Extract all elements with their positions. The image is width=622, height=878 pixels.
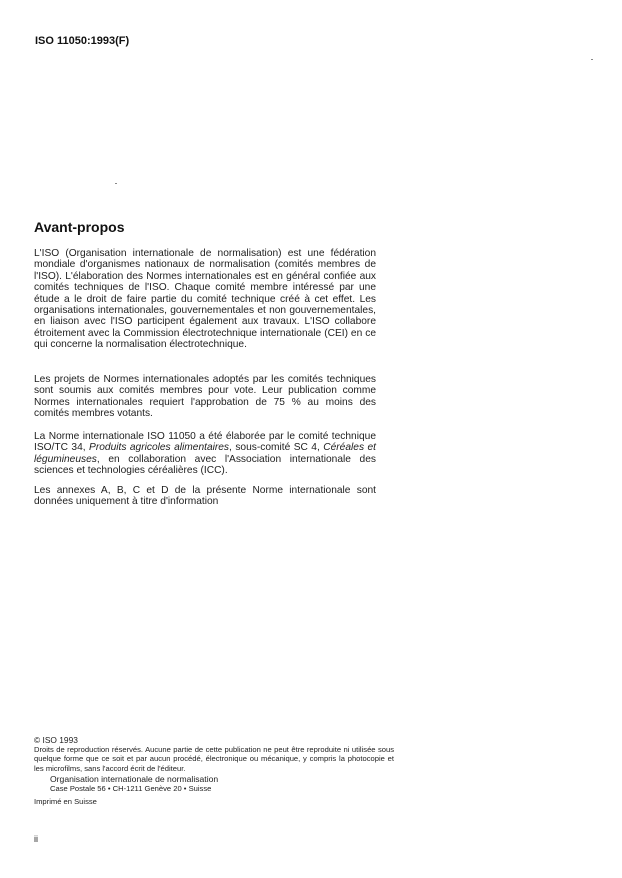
printed-in: Imprimé en Suisse [34,796,97,806]
rights-notice: Droits de reproduction réservés. Aucune partie de cette publication ne peut être reproduite ni utilisée sous quelque forme que ce soit et par aucun procédé, électronique ou mécanique, y compris la photocopie et les microfilms, sans l'accord écrit de l'éditeur. [34,745,394,773]
document-id-header: ISO 11050:1993(F) [35,35,130,47]
paragraph-annexes: Les annexes A, B, C et D de la présente Norme internationale sont données uniquement à titre d'information [34,485,376,508]
copyright-line: © ISO 1993 [34,735,78,745]
paragraph-standard-preparation [34,431,376,477]
paragraph-draft-standards: Les projets de Normes internationales adoptés par les comités techniques sont soumis aux comités membres pour vote. Leur publication comme Normes internationales requiert l'approbation de 75 % au moins des comités membres votants. [34,374,376,420]
text-segment: , en collaboration avec l'Association internationale des sciences et technologies céréalières (ICC). [34,453,376,477]
organisation-address: Case Postale 56 • CH-1211 Genève 20 • Suisse [50,783,212,793]
organisation-name: Organisation internationale de normalisation [50,773,219,784]
subcommittee-title-italic: Céréales et légumineuses [34,442,376,465]
text-segment: La Norme internationale ISO 11050 a été élaborée par le comité technique ISO/TC 34, [34,431,376,454]
committee-title-italic: Produits agricoles alimentaires [89,442,230,454]
scan-artifact [591,59,593,60]
text-segment: , sous-comité SC 4, [229,442,324,454]
scan-artifact [115,183,117,184]
paragraph-iso-description: L'ISO (Organisation internationale de normalisation) est une fédération mondiale d'organismes nationaux de normalisation (comités membres de l'ISO). L'élaboration des Normes internationales est en général confiée aux comités techniques de l'ISO. Chaque comité membre intéressé par une étude a le droit de faire partie du comité technique créé à cet effet. Les organisations internationales, gouvernementales et non gouvernementales, en liaison avec l'ISO participent également aux travaux. L'ISO collabore étroitement avec la Commission électrotechnique internationale (CEI) en ce qui concerne la normalisation électrotechnique. [34,248,376,351]
page-number: ii [34,834,38,844]
section-title: Avant-propos [34,219,125,235]
copyright-footer [34,736,394,806]
